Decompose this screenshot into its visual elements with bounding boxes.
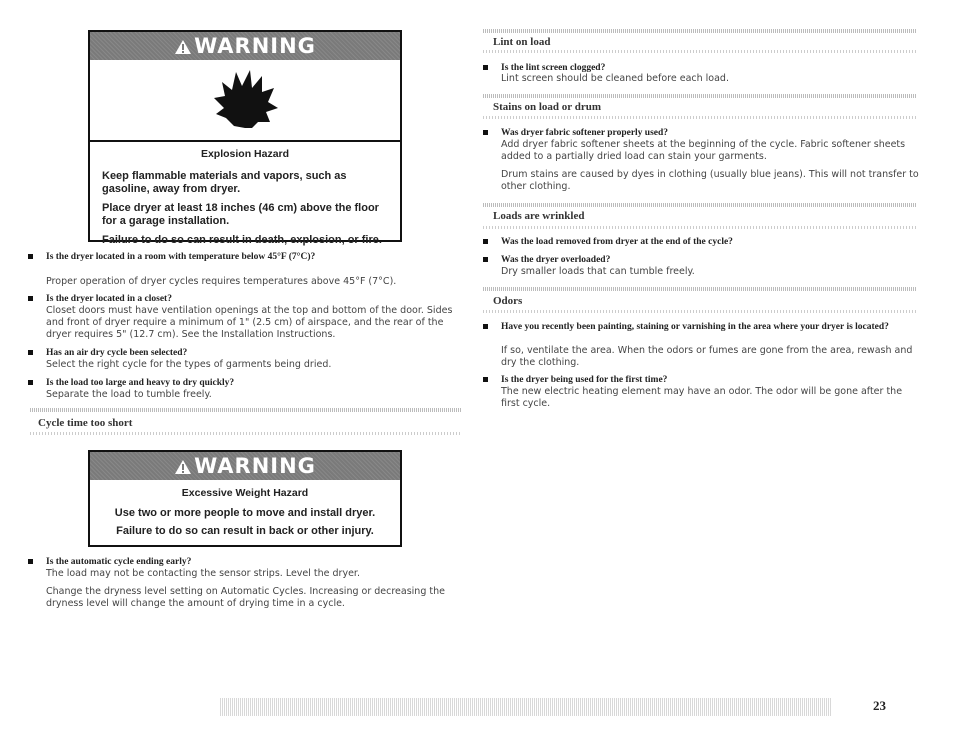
section-rule — [30, 408, 461, 412]
answer-air-dry: Select the right cycle for the types of garments being dried. — [46, 359, 332, 370]
answer-fabric-softener-1: Add dryer fabric softener sheets at the beginning of the cycle. Fabric softener sheets added to a partially dried load can stain your garments. — [501, 139, 906, 162]
question-temperature: Is the dryer located in a room with temperature below 45°F (7°C)? — [46, 251, 316, 263]
answer-first-time: The new electric heating element may have an odor. The odor will be gone after the first cycle. — [501, 386, 903, 409]
warning-line-1: Use two or more people to move and install dryer. — [114, 507, 376, 519]
question-air-dry: Has an air dry cycle been selected? — [46, 347, 456, 359]
warning-triangle-icon — [174, 459, 192, 475]
weight-warning-box — [88, 450, 402, 547]
section-rule — [483, 287, 916, 291]
warning-header — [90, 452, 400, 480]
question-closet: Is the dryer located in a closet? — [46, 293, 456, 305]
warning-line-2: Failure to do so can result in back or other injury. — [116, 525, 374, 537]
section-rule — [483, 94, 916, 98]
question-painting: Have you recently been painting, staining or varnishing in the area where your dryer is located? — [501, 321, 917, 333]
answer-fabric-softener-2: Drum stains are caused by dyes in clothing (usually blue jeans). This will not transfer to other clothing. — [501, 169, 919, 192]
section-heading-cycle-time: Cycle time too short — [38, 417, 133, 429]
warning-line-2: Place dryer at least 18 inches (46 cm) above the floor for a garage installation. — [102, 202, 379, 227]
footer-rule — [220, 698, 832, 716]
warning-header-label: WARNING — [194, 34, 316, 58]
warning-header — [90, 32, 400, 60]
answer-overloaded: Dry smaller loads that can tumble freely. — [501, 266, 695, 277]
section-heading-lint: Lint on load — [493, 36, 551, 48]
warning-line-3: Failure to do so can result in death, explosion, or fire. — [102, 234, 382, 246]
section-rule — [483, 29, 916, 33]
explosion-warning-box — [88, 30, 402, 246]
answer-painting: If so, ventilate the area. When the odors or fumes are gone from the area, rewash and dry the clothing. — [501, 345, 913, 368]
question-fabric-softener: Was dryer fabric softener properly used? — [501, 127, 911, 139]
section-rule — [483, 50, 916, 53]
answer-closet: Closet doors must have ventilation openings at the top and bottom of the door. Sides and front of dryer require a minimum of 1" (2.5 cm) of airspace, and the rear of the dryer requires 5" (12.7 cm). See the Installation Instructions. — [46, 305, 453, 340]
answer-cycle-early-2: Change the dryness level setting on Automatic Cycles. Increasing or decreasing the dryness level will change the amount of drying time in a cycle. — [46, 586, 445, 609]
section-rule — [483, 203, 916, 207]
question-lint-screen: Is the lint screen clogged? — [501, 62, 911, 74]
answer-temperature: Proper operation of dryer cycles requires temperatures above 45°F (7°C). — [46, 276, 397, 287]
warning-triangle-icon — [174, 39, 192, 55]
section-rule — [483, 310, 916, 313]
answer-lint-screen: Lint screen should be cleaned before each load. — [501, 73, 729, 84]
question-load-removed: Was the load removed from dryer at the end of the cycle? — [501, 236, 911, 248]
section-rule — [483, 226, 916, 229]
warning-line-1: Keep flammable materials and vapors, such as gasoline, away from dryer. — [102, 170, 347, 195]
question-cycle-early: Is the automatic cycle ending early? — [46, 556, 456, 568]
warning-title: Explosion Hazard — [200, 148, 290, 160]
answer-load-large: Separate the load to tumble freely. — [46, 389, 212, 400]
question-load-large: Is the load too large and heavy to dry quickly? — [46, 377, 456, 389]
answer-cycle-early-1: The load may not be contacting the sensor strips. Level the dryer. — [46, 568, 360, 579]
section-heading-wrinkled: Loads are wrinkled — [493, 210, 585, 222]
question-first-time: Is the dryer being used for the first time? — [501, 374, 911, 386]
question-overloaded: Was the dryer overloaded? — [501, 254, 911, 266]
page-number: 23 — [873, 698, 886, 713]
warning-header-label: WARNING — [194, 454, 316, 478]
section-heading-stains: Stains on load or drum — [493, 101, 601, 113]
section-heading-odors: Odors — [493, 295, 523, 307]
explosion-icon — [90, 60, 400, 138]
section-rule — [483, 116, 916, 119]
section-rule — [30, 432, 461, 435]
warning-title: Excessive Weight Hazard — [181, 487, 309, 499]
